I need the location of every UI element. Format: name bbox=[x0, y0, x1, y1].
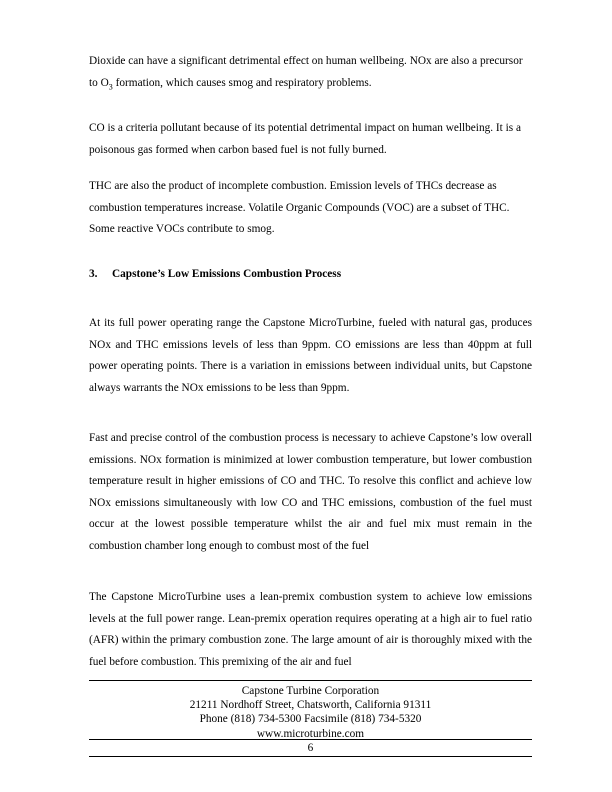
footer-website: www.microturbine.com bbox=[256, 727, 365, 740]
section-number: 3. bbox=[89, 268, 98, 280]
page-number: 6 bbox=[307, 742, 314, 754]
footer-company: Capstone Turbine Corporation bbox=[241, 685, 380, 697]
paragraph-carbon-monoxide: CO is a criteria pollutant because of its potential detrimental impact on human wellbeing. It is a poisonous gas formed when carbon based fuel is not fully burned. bbox=[89, 122, 521, 156]
footer-phone: Phone (818) 734-5300 Facsimile (818) 734-5320 bbox=[199, 713, 422, 726]
paragraph-text: Dioxide can have a significant detrimental effect on human wellbeing. NOx are also a precursor to O bbox=[89, 55, 523, 89]
footer-address: 21211 Nordhoff Street, Chatsworth, California 91311 bbox=[189, 699, 432, 712]
paragraph-thc: THC are also the product of incomplete combustion. Emission levels of THCs decrease as combustion temperatures increase. Volatile Organic Compounds (VOC) are a subset of THC. Some reactive VOCs contribute to smog. bbox=[89, 180, 510, 236]
footer-middle-rule bbox=[89, 739, 532, 740]
paragraph-combustion-control: Fast and precise control of the combustion process is necessary to achieve Capstone’s low overall emissions. NOx formation is minimized at lower combustion temperature, but lower combustion temperature result in higher emissions of CO and THC. To resolve this conflict and achieve low NOx emissions simultaneously with low CO and THC emissions, combustion of the fuel must occur at the lowest possible temperature whilst the air and fuel mix must remain in the combustion chamber long enough to combust most of the fuel bbox=[89, 432, 532, 552]
paragraph-nitrogen-dioxide bbox=[89, 51, 532, 97]
paragraph-lean-premix: The Capstone MicroTurbine uses a lean-premix combustion system to achieve low emissions levels at the full power range. Lean-premix operation requires operating at a high air to fuel ratio (AFR) within the primary combustion zone. The large amount of air is thoroughly mixed with the fuel before combustion. This premixing of the air and fuel bbox=[89, 591, 532, 668]
footer-top-rule bbox=[89, 680, 532, 681]
footer-block bbox=[89, 684, 532, 741]
subscript-3: 3 bbox=[108, 81, 113, 91]
footer-bottom-rule bbox=[89, 756, 532, 757]
paragraph-text-continued: formation, which causes smog and respiratory problems. bbox=[112, 76, 372, 89]
section-heading bbox=[89, 264, 341, 284]
paragraph-full-power-emissions: At its full power operating range the Capstone MicroTurbine, fueled with natural gas, produces NOx and THC emissions levels of less than 9ppm. CO emissions are less than 40ppm at full power operating points. There is a variation in emissions between individual units, but Capstone always warrants the NOx emissions to be less than 9ppm. bbox=[89, 317, 532, 394]
section-title: Capstone’s Low Emissions Combustion Process bbox=[112, 268, 342, 280]
